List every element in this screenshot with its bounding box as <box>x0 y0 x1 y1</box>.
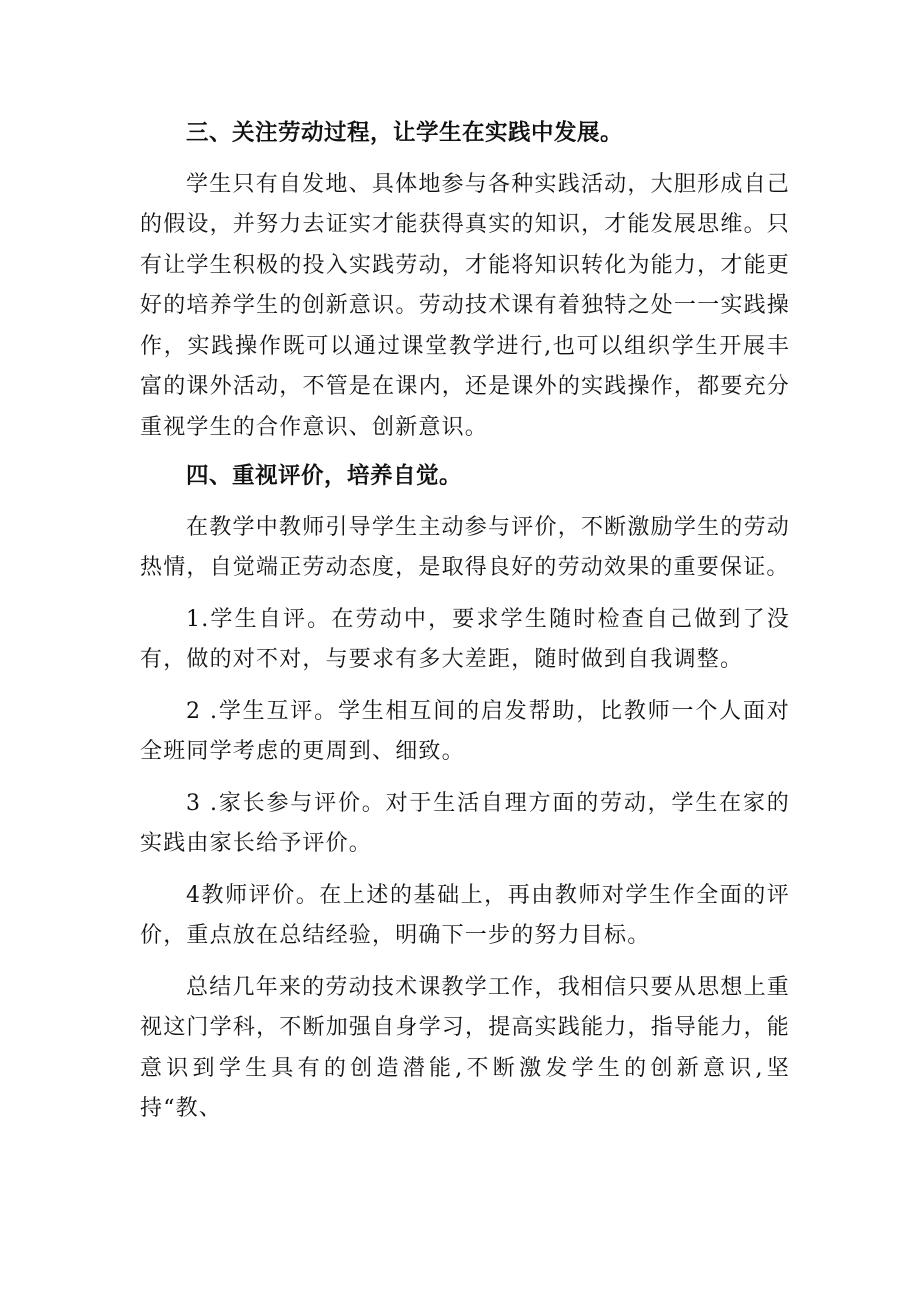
section-heading-3: 三、关注劳动过程，让学生在实践中发展。 <box>186 120 624 146</box>
evaluation-item-1: 1.学生自评。在劳动中，要求学生随时检查自己做到了没有，做的对不对，与要求有多大差距，随时做到自我调整。 <box>140 606 790 672</box>
evaluation-item-2: 2 .学生互评。学生相互间的启发帮助，比教师一个人面对全班同学考虑的更周到、细致。 <box>140 698 790 764</box>
document-body <box>140 113 790 1130</box>
evaluation-item-4: 4教师评价。在上述的基础上，再由教师对学生作全面的评价，重点放在总结经验，明确下一步的努力目标。 <box>140 882 790 948</box>
section-4-intro-paragraph: 在教学中教师引导学生主动参与评价，不断激励学生的劳动热情，自觉端正劳动态度，是取得良好的劳动效果的重要保证。 <box>140 514 790 580</box>
conclusion-paragraph: 总结几年来的劳动技术课教学工作，我相信只要从思想上重视这门学科，不断加强自身学习，提高实践能力，指导能力，能意识到学生具有的创造潜能,不断激发学生的创新意识,坚持“教、 <box>140 974 790 1121</box>
section-heading-4: 四、重视评价，培养自觉。 <box>186 463 463 489</box>
evaluation-item-3: 3 .家长参与评价。对于生活自理方面的劳动，学生在家的实践由家长给予评价。 <box>140 790 790 856</box>
section-3-paragraph: 学生只有自发地、具体地参与各种实践活动，大胆形成自己的假设，并努力去证实才能获得真实的知识，才能发展思维。只有让学生积极的投入实践劳动，才能将知识转化为能力，才能更好的培养学生的创新意识。劳动技术课有着独特之处一一实践操作，实践操作既可以通过课堂教学进行,也可以组织学生开展丰富的课外活动，不管是在课内，还是课外的实践操作，都要充分重视学生的合作意识、创新意识。 <box>140 171 790 440</box>
